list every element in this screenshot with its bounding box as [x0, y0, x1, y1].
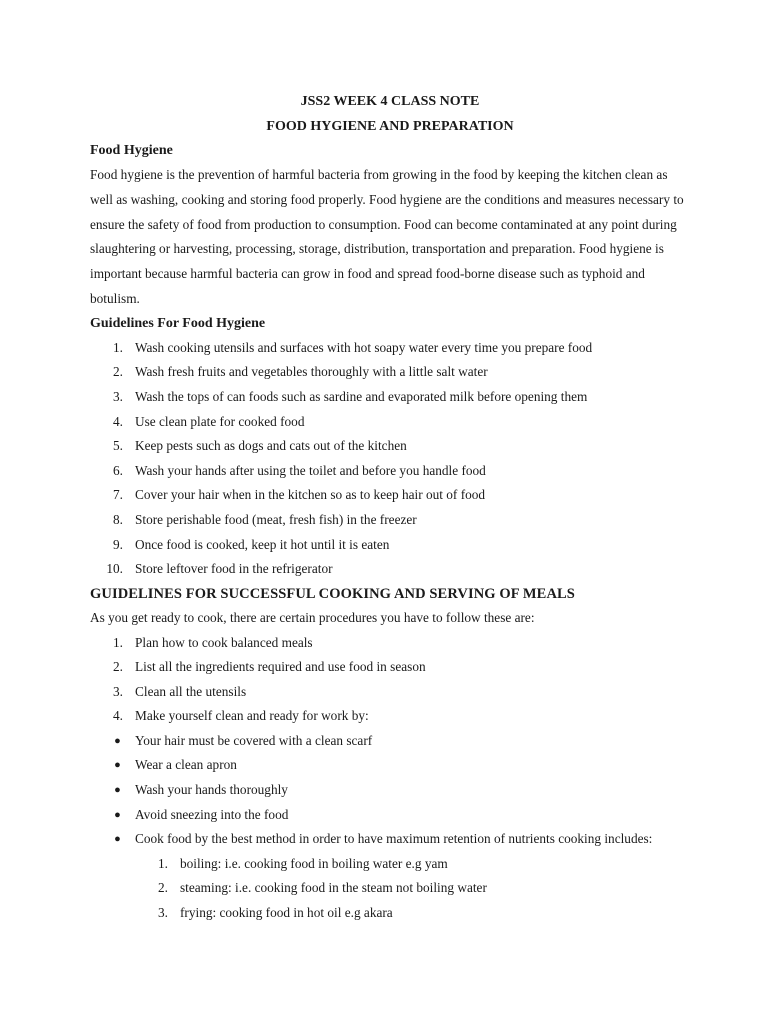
list-item-text: Use clean plate for cooked food [135, 413, 305, 429]
document-page [90, 89, 690, 926]
list-item [90, 852, 690, 877]
list-number: 3. [113, 388, 123, 404]
list-number: 6. [113, 462, 123, 478]
list-number: 3. [158, 905, 168, 921]
list-item-text: Clean all the utensils [135, 683, 247, 699]
list-number: 1. [158, 855, 168, 871]
list-item-text: Cover your hair when in the kitchen so as to keep hair out of food [135, 487, 486, 503]
list-item-text: Make yourself clean and ready for work by: [135, 708, 369, 724]
bullet-item-text: Wash your hands thoroughly [135, 782, 288, 798]
list-item-text: Store perishable food (meat, fresh fish) in the freezer [135, 511, 417, 527]
list-number: 10. [106, 561, 123, 577]
list-item-text: Once food is cooked, keep it hot until it is eaten [135, 536, 390, 552]
list-number: 5. [113, 438, 123, 454]
bullet-item [90, 753, 690, 778]
bullet-item-text: Avoid sneezing into the food [135, 806, 289, 822]
list-item-text: Store leftover food in the refrigerator [135, 561, 333, 577]
list-item [90, 704, 690, 729]
food-hygiene-paragraph: Food hygiene is the prevention of harmful bacteria from growing in the food by keeping the kitchen clean as well as washing, cooking and storing food properly. Food hygiene are the conditions and measures necessary to ensure the safety of food from production to consumption. Food can become contaminated at any point during slaughtering or harvesting, processing, storage, distribution, transportation and preparation. Food hygiene is important because harmful bacteria can grow in food and spread food-borne disease such as typhoid and botulism. [90, 167, 684, 306]
list-item [90, 336, 690, 361]
list-item [90, 385, 690, 410]
cooking-procedures-list [90, 631, 690, 729]
list-item-text: Wash your hands after using the toilet and before you handle food [135, 462, 486, 478]
list-item [90, 631, 690, 656]
list-number: 8. [113, 511, 123, 527]
list-number: 1. [113, 339, 123, 355]
list-item [90, 508, 690, 533]
list-item [90, 876, 690, 901]
bullet-icon: ● [114, 734, 121, 747]
list-number: 2. [113, 364, 123, 380]
list-item-text: Keep pests such as dogs and cats out of the kitchen [135, 438, 407, 454]
list-item [90, 360, 690, 385]
list-item [90, 459, 690, 484]
bullet-item-text: Your hair must be covered with a clean scarf [135, 732, 373, 748]
list-item [90, 410, 690, 435]
list-number: 2. [113, 659, 123, 675]
bullet-icon: ● [114, 808, 121, 821]
list-item [90, 483, 690, 508]
list-number: 4. [113, 413, 123, 429]
list-number: 3. [113, 683, 123, 699]
bullet-icon: ● [114, 784, 121, 797]
section-heading-food-hygiene: Food Hygiene [90, 143, 173, 158]
list-item-text: Plan how to cook balanced meals [135, 634, 313, 650]
bullet-item-text: Cook food by the best method in order to have maximum retention of nutrients cooking includes: [135, 831, 653, 847]
document-title: JSS2 WEEK 4 CLASS NOTE [300, 94, 480, 109]
cooking-methods-list [90, 852, 690, 926]
list-item [90, 680, 690, 705]
bullet-item [90, 827, 690, 852]
list-number: 4. [113, 708, 123, 724]
list-number: 7. [113, 487, 123, 503]
list-item-text: frying: cooking food in hot oil e.g akara [180, 905, 393, 921]
food-hygiene-guidelines-list [90, 336, 690, 582]
cooking-intro-text: As you get ready to cook, there are certain procedures you have to follow these are: [90, 609, 535, 625]
bullet-icon: ● [114, 833, 121, 846]
personal-hygiene-bullet-list [90, 729, 690, 852]
list-item [90, 434, 690, 459]
list-item-text: boiling: i.e. cooking food in boiling water e.g yam [180, 855, 448, 871]
bullet-icon: ● [114, 759, 121, 772]
list-number: 2. [158, 880, 168, 896]
document-subtitle: FOOD HYGIENE AND PREPARATION [266, 119, 514, 134]
list-number: 1. [113, 634, 123, 650]
list-item-text: Wash cooking utensils and surfaces with hot soapy water every time you prepare food [135, 339, 593, 355]
section-heading-guidelines: Guidelines For Food Hygiene [90, 315, 266, 331]
bullet-item-text: Wear a clean apron [135, 757, 237, 773]
list-item [90, 901, 690, 926]
bullet-item [90, 803, 690, 828]
list-item [90, 533, 690, 558]
list-number: 9. [113, 536, 123, 552]
list-item [90, 655, 690, 680]
list-item-text: List all the ingredients required and use food in season [135, 659, 426, 675]
list-item-text: Wash fresh fruits and vegetables thoroughly with a little salt water [135, 364, 488, 380]
bullet-item [90, 778, 690, 803]
list-item [90, 557, 690, 582]
list-item-text: Wash the tops of can foods such as sardine and evaporated milk before opening them [135, 388, 588, 404]
section-heading-cooking-serving: GUIDELINES FOR SUCCESSFUL COOKING AND SERVING OF MEALS [90, 585, 575, 602]
list-item-text: steaming: i.e. cooking food in the steam not boiling water [180, 880, 487, 896]
bullet-item [90, 729, 690, 754]
